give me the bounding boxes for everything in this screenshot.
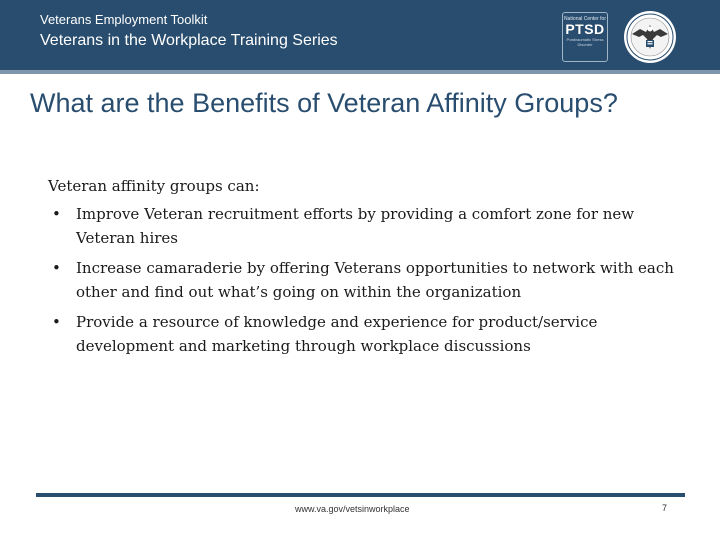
series-title: Veterans in the Workplace Training Series [40,32,338,49]
benefits-list [48,202,678,358]
slide-content [48,174,678,364]
toolkit-title: Veterans Employment Toolkit [40,12,208,27]
bullet-marker: • [52,205,61,223]
list-item [48,202,678,250]
header-bar [0,0,720,70]
intro-text: Veteran affinity groups can: [48,177,260,195]
page-number: 7 [662,503,668,513]
ptsd-logo-line2: Posttraumatic Stress Disorder [566,37,604,47]
va-seal-icon [623,10,677,64]
bullet-text: Increase camaraderie by offering Veterans opportunities to network with each other and find out what’s going on within the organization [76,259,674,301]
bullet-text: Improve Veteran recruitment efforts by providing a comfort zone for new Veteran hires [76,205,635,247]
bullet-text: Provide a resource of knowledge and experience for product/service development and marketing through workplace discussions [76,313,598,355]
list-item [48,256,678,304]
header-accent-strip [0,70,720,74]
list-item [48,310,678,358]
ptsd-logo-acronym: PTSD [565,21,605,37]
footer-url: www.va.gov/vetsinworkplace [295,504,410,514]
slide-title: What are the Benefits of Veteran Affinity Groups? [30,88,618,118]
bullet-marker: • [52,313,61,331]
footer-rule [36,493,685,497]
ptsd-logo [562,12,608,62]
ptsd-logo-line1: National Center for [564,16,606,22]
bullet-marker: • [52,259,61,277]
